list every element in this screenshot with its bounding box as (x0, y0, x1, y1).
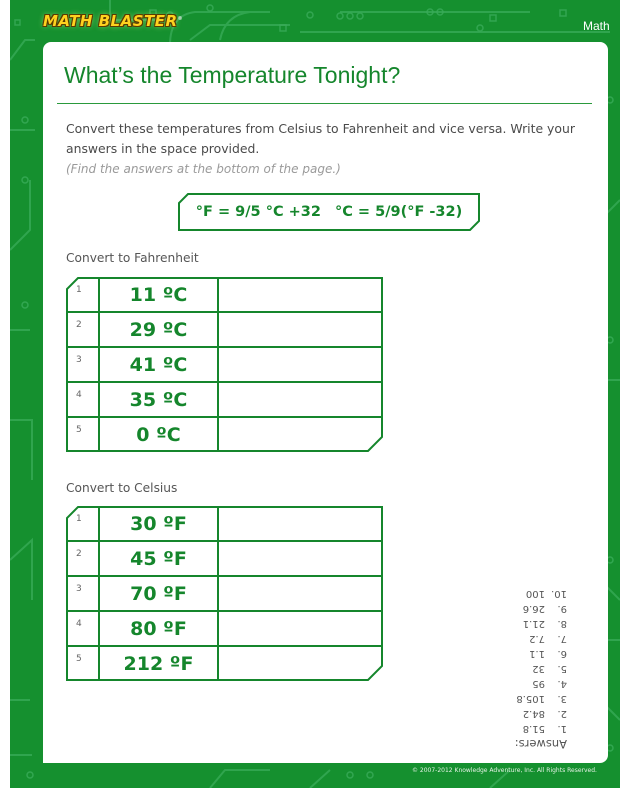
temperature-value: 29 ºC (129, 318, 188, 341)
temperature-value: 212 ºF (123, 652, 194, 675)
worksheet-card (43, 42, 608, 763)
table-row (66, 347, 383, 382)
temperature-value: 70 ºF (130, 582, 187, 605)
answer-field[interactable] (219, 508, 385, 541)
row-number: 4 (76, 390, 82, 400)
answer-field[interactable] (219, 578, 385, 611)
row-number: 3 (76, 355, 82, 365)
row-number: 5 (76, 425, 82, 435)
celsius-table (66, 506, 383, 681)
row-number: 2 (76, 549, 82, 559)
circuit-board-background (10, 0, 620, 788)
answer-item: 1.51.8 (522, 723, 567, 734)
answer-field[interactable] (219, 543, 385, 576)
temperature-value: 11 ºC (129, 283, 188, 306)
math-blaster-logo[interactable] (43, 12, 183, 30)
logo-text: MATH BLASTER (43, 12, 178, 30)
temperature-value: 30 ºF (130, 512, 187, 535)
temperature-value: 41 ºC (129, 353, 188, 376)
answer-field[interactable] (219, 613, 385, 646)
answer-field[interactable] (219, 314, 385, 347)
answer-item: 5.32 (532, 663, 567, 674)
section-label-fahrenheit: Convert to Fahrenheit (66, 251, 199, 265)
table-row (66, 576, 383, 611)
instructions-text: Convert these temperatures from Celsius to Fahrenheit and vice versa. Write your answers in the space provided. (66, 121, 575, 156)
answer-item: 9.26.6 (522, 603, 567, 614)
table-row (66, 541, 383, 576)
row-number: 4 (76, 619, 82, 629)
formula-f-from-c: °F = 9/5 °C +32 (195, 204, 321, 220)
temperature-value: 80 ºF (130, 617, 187, 640)
answer-field[interactable] (219, 279, 385, 312)
answer-item: 7.7.2 (529, 633, 567, 644)
answer-item: 6.1.1 (529, 648, 567, 659)
title-divider (57, 103, 592, 104)
formula-c-from-f: °C = 5/9(°F -32) (334, 204, 463, 220)
answer-item: 4.95 (532, 678, 567, 689)
hint-text: (Find the answers at the bottom of the page.) (66, 162, 341, 176)
answer-field[interactable] (219, 384, 385, 417)
table-row (66, 646, 383, 681)
answer-item: 8.21.1 (522, 618, 567, 629)
copyright-footer: © 2007-2012 Knowledge Adventure, Inc. All Rights Reserved. (412, 767, 597, 774)
answer-item: 2.84.2 (522, 708, 567, 719)
table-row (66, 417, 383, 452)
temperature-value: 35 ºC (129, 388, 188, 411)
row-number: 5 (76, 654, 82, 664)
row-number: 3 (76, 584, 82, 594)
row-number: 1 (76, 514, 82, 524)
answer-key (497, 586, 567, 751)
table-row (66, 277, 383, 312)
answer-key-title: Answers: (514, 737, 567, 751)
temperature-value: 0 ºC (136, 423, 181, 446)
row-number: 1 (76, 285, 82, 295)
table-row (66, 382, 383, 417)
table-row (66, 611, 383, 646)
row-number: 2 (76, 320, 82, 330)
answer-item: 10.100 (525, 588, 567, 599)
registered-mark: ® (177, 16, 184, 22)
fahrenheit-table (66, 277, 383, 452)
answer-item: 3.105.8 (516, 693, 567, 704)
category-label: Math (583, 19, 610, 33)
answer-field[interactable] (219, 349, 385, 382)
section-label-celsius: Convert to Celsius (66, 481, 178, 495)
answer-field[interactable] (219, 648, 385, 681)
page-title: What’s the Temperature Tonight? (64, 62, 401, 88)
table-row (66, 312, 383, 347)
formula-box (178, 193, 480, 231)
answer-field[interactable] (219, 419, 385, 452)
temperature-value: 45 ºF (130, 547, 187, 570)
table-row (66, 506, 383, 541)
